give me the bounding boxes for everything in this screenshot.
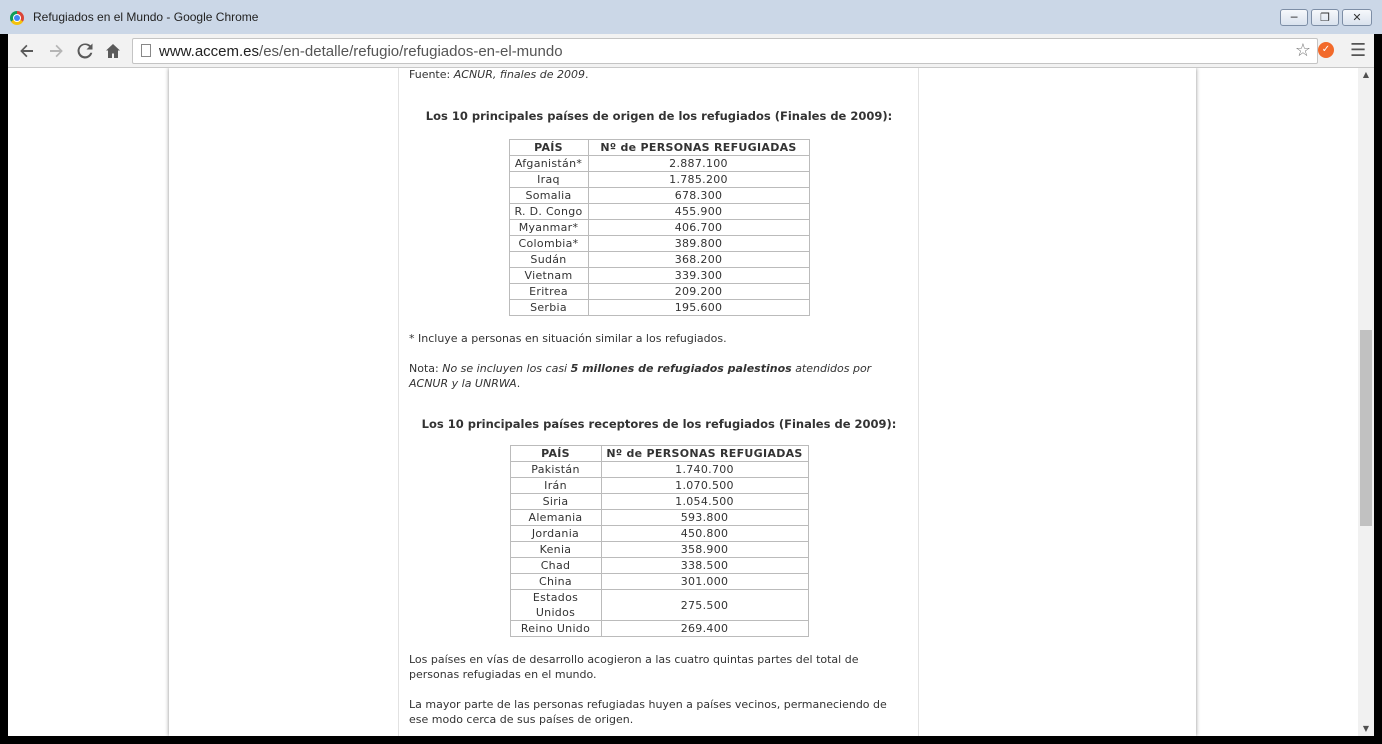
table-cell: 389.800 <box>588 236 809 252</box>
origin-table-wrapper <box>409 139 909 316</box>
table-cell: Chad <box>510 558 601 574</box>
table-row <box>510 478 808 494</box>
table-cell: Colombia* <box>509 236 588 252</box>
table-row <box>509 236 809 252</box>
table-cell: Iraq <box>509 172 588 188</box>
table-row <box>509 252 809 268</box>
table-row <box>509 268 809 284</box>
table-row <box>510 558 808 574</box>
origin-table <box>509 139 810 316</box>
table-cell: R. D. Congo <box>509 204 588 220</box>
table-cell: 368.200 <box>588 252 809 268</box>
note-paragraph: Nota: No se incluyen los casi 5 millones de refugiados palestinos atendidos por ACNUR y la UNRWA. <box>409 362 872 390</box>
table-cell: Reino Unido <box>510 621 601 637</box>
receiver-table-title: Los 10 principales países receptores de los refugiados (Finales de 2009): <box>421 417 897 431</box>
reload-icon[interactable] <box>74 40 96 62</box>
column-divider <box>918 68 919 736</box>
table-cell: 1.740.700 <box>601 462 808 478</box>
table-cell: 209.200 <box>588 284 809 300</box>
table-cell: China <box>510 574 601 590</box>
table-cell: Afganistán* <box>509 156 588 172</box>
footnote: * Incluye a personas en situación similar a los refugiados. <box>409 332 727 345</box>
table-cell: Jordania <box>510 526 601 542</box>
column-divider <box>398 68 399 736</box>
restore-button[interactable]: ❐ <box>1311 9 1339 26</box>
title-bar <box>0 0 1382 34</box>
table-header-cell: Nº de PERSONAS REFUGIADAS <box>601 446 808 462</box>
table-cell: 1.054.500 <box>601 494 808 510</box>
table-row <box>509 156 809 172</box>
receiver-table-wrapper <box>409 445 909 637</box>
table-row <box>510 542 808 558</box>
table-cell: 338.500 <box>601 558 808 574</box>
browser-toolbar <box>8 34 1374 68</box>
table-cell: Estados Unidos <box>510 590 601 621</box>
table-row <box>510 494 808 510</box>
page-icon <box>141 44 151 57</box>
table-cell: 195.600 <box>588 300 809 316</box>
table-cell: Irán <box>510 478 601 494</box>
receiver-table <box>510 445 809 637</box>
table-row <box>509 220 809 236</box>
table-cell: 269.400 <box>601 621 808 637</box>
table-cell: Serbia <box>509 300 588 316</box>
table-cell: 593.800 <box>601 510 808 526</box>
forward-arrow-icon[interactable] <box>45 40 67 62</box>
scroll-down-arrow-icon[interactable]: ▼ <box>1362 724 1370 733</box>
table-row <box>510 574 808 590</box>
table-row <box>509 188 809 204</box>
address-bar[interactable] <box>132 38 1318 64</box>
back-arrow-icon[interactable] <box>16 40 38 62</box>
bookmark-star-icon[interactable]: ☆ <box>1294 40 1311 61</box>
table-row <box>510 621 808 637</box>
extension-icon[interactable]: ✓ <box>1318 42 1334 58</box>
table-cell: Eritrea <box>509 284 588 300</box>
table-cell: 1.785.200 <box>588 172 809 188</box>
minimize-button[interactable]: ─ <box>1280 9 1308 26</box>
origin-table-title: Los 10 principales países de origen de los refugiados (Finales de 2009): <box>425 109 893 123</box>
table-row <box>509 284 809 300</box>
home-icon[interactable] <box>102 40 124 62</box>
table-header-cell: PAÍS <box>510 446 601 462</box>
table-header-cell: PAÍS <box>509 140 588 156</box>
scroll-thumb[interactable] <box>1360 330 1372 526</box>
table-cell: Vietnam <box>509 268 588 284</box>
table-row <box>510 462 808 478</box>
table-cell: Siria <box>510 494 601 510</box>
table-cell: 450.800 <box>601 526 808 542</box>
table-cell: 406.700 <box>588 220 809 236</box>
table-row <box>510 526 808 542</box>
table-cell: 2.887.100 <box>588 156 809 172</box>
table-row <box>509 204 809 220</box>
table-cell: Alemania <box>510 510 601 526</box>
chrome-logo-icon <box>10 11 24 25</box>
table-cell: Myanmar* <box>509 220 588 236</box>
window-title: Refugiados en el Mundo - Google Chrome <box>33 10 259 24</box>
source-line: Fuente: ACNUR, finales de 2009. <box>409 68 589 81</box>
url-text[interactable]: www.accem.es/es/en-detalle/refugio/refugiados-en-el-mundo <box>159 43 563 60</box>
paragraph-developing-countries: Los países en vías de desarrollo acogieron a las cuatro quintas partes del total de personas refugiadas en el mundo. <box>409 653 859 681</box>
table-cell: 455.900 <box>588 204 809 220</box>
menu-icon[interactable]: ☰ <box>1350 40 1367 61</box>
paragraph-neighbouring-countries: La mayor parte de las personas refugiadas huyen a países vecinos, permaneciendo de ese modo cerca de sus países de origen. <box>409 698 887 726</box>
table-cell: 275.500 <box>601 590 808 621</box>
table-cell: Somalia <box>509 188 588 204</box>
table-cell: Kenia <box>510 542 601 558</box>
page-viewport <box>8 68 1358 736</box>
table-row <box>509 300 809 316</box>
close-button[interactable]: ✕ <box>1342 9 1372 26</box>
table-cell: 1.070.500 <box>601 478 808 494</box>
table-cell: 301.000 <box>601 574 808 590</box>
table-cell: 339.300 <box>588 268 809 284</box>
table-row <box>509 172 809 188</box>
table-cell: 358.900 <box>601 542 808 558</box>
table-cell: 678.300 <box>588 188 809 204</box>
window-controls <box>1280 9 1372 26</box>
table-row <box>510 510 808 526</box>
table-cell: Pakistán <box>510 462 601 478</box>
table-header-cell: Nº de PERSONAS REFUGIADAS <box>588 140 809 156</box>
table-row <box>510 590 808 621</box>
scroll-up-arrow-icon[interactable]: ▲ <box>1362 70 1370 79</box>
table-cell: Sudán <box>509 252 588 268</box>
vertical-scrollbar[interactable] <box>1358 68 1374 736</box>
